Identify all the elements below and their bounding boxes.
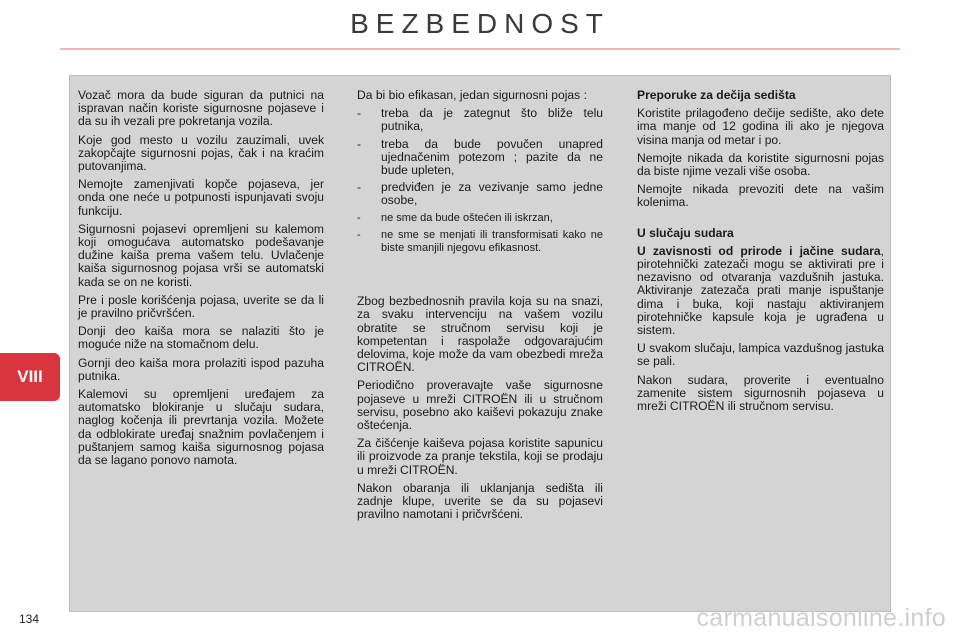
paragraph: Koje god mesto u vozilu zauzimali, uvek zakopčajte sigurnosni pojas, čak i na kraćim putovanjima. [78, 132, 324, 174]
column-3 [637, 89, 884, 418]
emphasis-text: U zavisnosti od prirode i jačine sudara [637, 243, 881, 258]
requirements-list [357, 107, 603, 255]
list-item: - treba da je zategnut što bliže telu putnika, [357, 107, 603, 133]
list-item: - ne sme da bude oštećen ili iskrzan, [357, 212, 603, 225]
chapter-tab: VIII [0, 353, 60, 401]
paragraph: Sigurnosni pojasevi opremljeni su kalemom koji omogućava automatsko podešavanje dužine kaiša prema vašem telu. Uvlačenje kaiša sigurnosnog pojasa vrši se automatski kada se on ne koristi. [78, 221, 324, 289]
content-panel [69, 75, 891, 612]
paragraph: Donji deo kaiša mora se nalaziti što je moguće niže na stomačnom delu. [78, 324, 324, 352]
paragraph: Koristite prilagođeno dečije sedište, ako dete ima manje od 12 godina ili ako je njegova visina manja od metar i po. [637, 106, 884, 147]
paragraph: Gornji deo kaiša mora prolaziti ispod pazuha putnika. [78, 355, 324, 383]
body-text: , pirotehnički zatezači mogu se aktivirati pre i nezavisno od otvaranja vazdušnih jastuka. Aktiviranje zatezača prati manje ispuštanje dima i buka, koji nastaju aktiviranjem pirotehničke kapsule koja je ugrađena u sistem. [637, 243, 884, 338]
paragraph: Pre i posle korišćenja pojasa, uverite se da li je pravilno pričvršćen. [78, 292, 324, 321]
column-1 [78, 89, 324, 472]
paragraph [637, 245, 884, 337]
page-title: BEZBEDNOST [350, 8, 610, 39]
paragraph: Zbog bezbednosnih pravila koja su na snazi, za svaku intervenciju na vašem vozilu obratite se stručnom servisu koji je kompetentan i raspolaže odgovarajućim delovima, koje može da vam obezbedi mreža CITROËN. [357, 294, 603, 375]
paragraph: Nakon obaranja ili uklanjanja sedišta ili zadnje klupe, uverite se da su pojasevi pravilno namotani i pričvršćeni. [357, 480, 603, 522]
watermark: carmanualsonline.info [696, 604, 946, 632]
paragraph: U svakom slučaju, lampica vazdušnog jastuka se pali. [637, 341, 884, 369]
paragraph: Kalemovi su opremljeni uređajem za automatsko blokiranje u slučaju sudara, naglog kočenja ili prevrtanja vozila. Možete da odblokirate uređaj snažnim povlačenjem i puštanjem samog kaiša sigurnosnog pojasa da se lagano ponovo namota. [78, 387, 324, 468]
paragraph: Periodično proveravajte vaše sigurnosne pojaseve u mreži CITROËN ili u stručnom servisu, posebno ako kaiševi pokazuju znake oštećenja. [357, 378, 603, 433]
list-item: - treba da bude povučen unapred ujednačenim potezom ; pazite da ne bude upleten, [357, 138, 603, 178]
paragraph: Nemojte nikada prevoziti dete na vašim kolenima. [637, 182, 884, 210]
title-divider [60, 48, 900, 50]
paragraph: Nemojte nikada da koristite sigurnosni pojas da biste njime vezali više osoba. [637, 150, 884, 179]
paragraph: Vozač mora da bude siguran da putnici na ispravan način koriste sigurnosne pojaseve i da su ih vezali pre pokretanja vozila. [78, 88, 324, 129]
column-2 [357, 89, 603, 526]
paragraph: Nakon sudara, proverite i eventualno zamenite sistem sigurnosnih pojaseva u mreži CITROËN ili stručnom servisu. [637, 372, 884, 414]
paragraph: Nemojte zamenjivati kopče pojaseva, jer onda one neće u potpunosti ispunjavati svoju funkciju. [78, 177, 324, 218]
list-item: - ne sme se menjati ili transformisati kako ne biste smanjili njegovu efikasnost. [357, 229, 603, 255]
paragraph: Za čišćenje kaiševa pojasa koristite sapunicu ili proizvode za pranje tekstila, koji se prodaju u mreži CITROËN. [357, 436, 603, 477]
spacer [637, 215, 884, 227]
page-number: 134 [19, 612, 40, 626]
list-item: - predviđen je za vezivanje samo jedne osobe, [357, 181, 603, 207]
spacer [357, 259, 603, 295]
paragraph: Da bi bio efikasan, jedan sigurnosni pojas : [357, 88, 587, 102]
section-heading: U slučaju sudara [637, 225, 734, 240]
section-heading: Preporuke za dečija sedišta [637, 88, 796, 102]
